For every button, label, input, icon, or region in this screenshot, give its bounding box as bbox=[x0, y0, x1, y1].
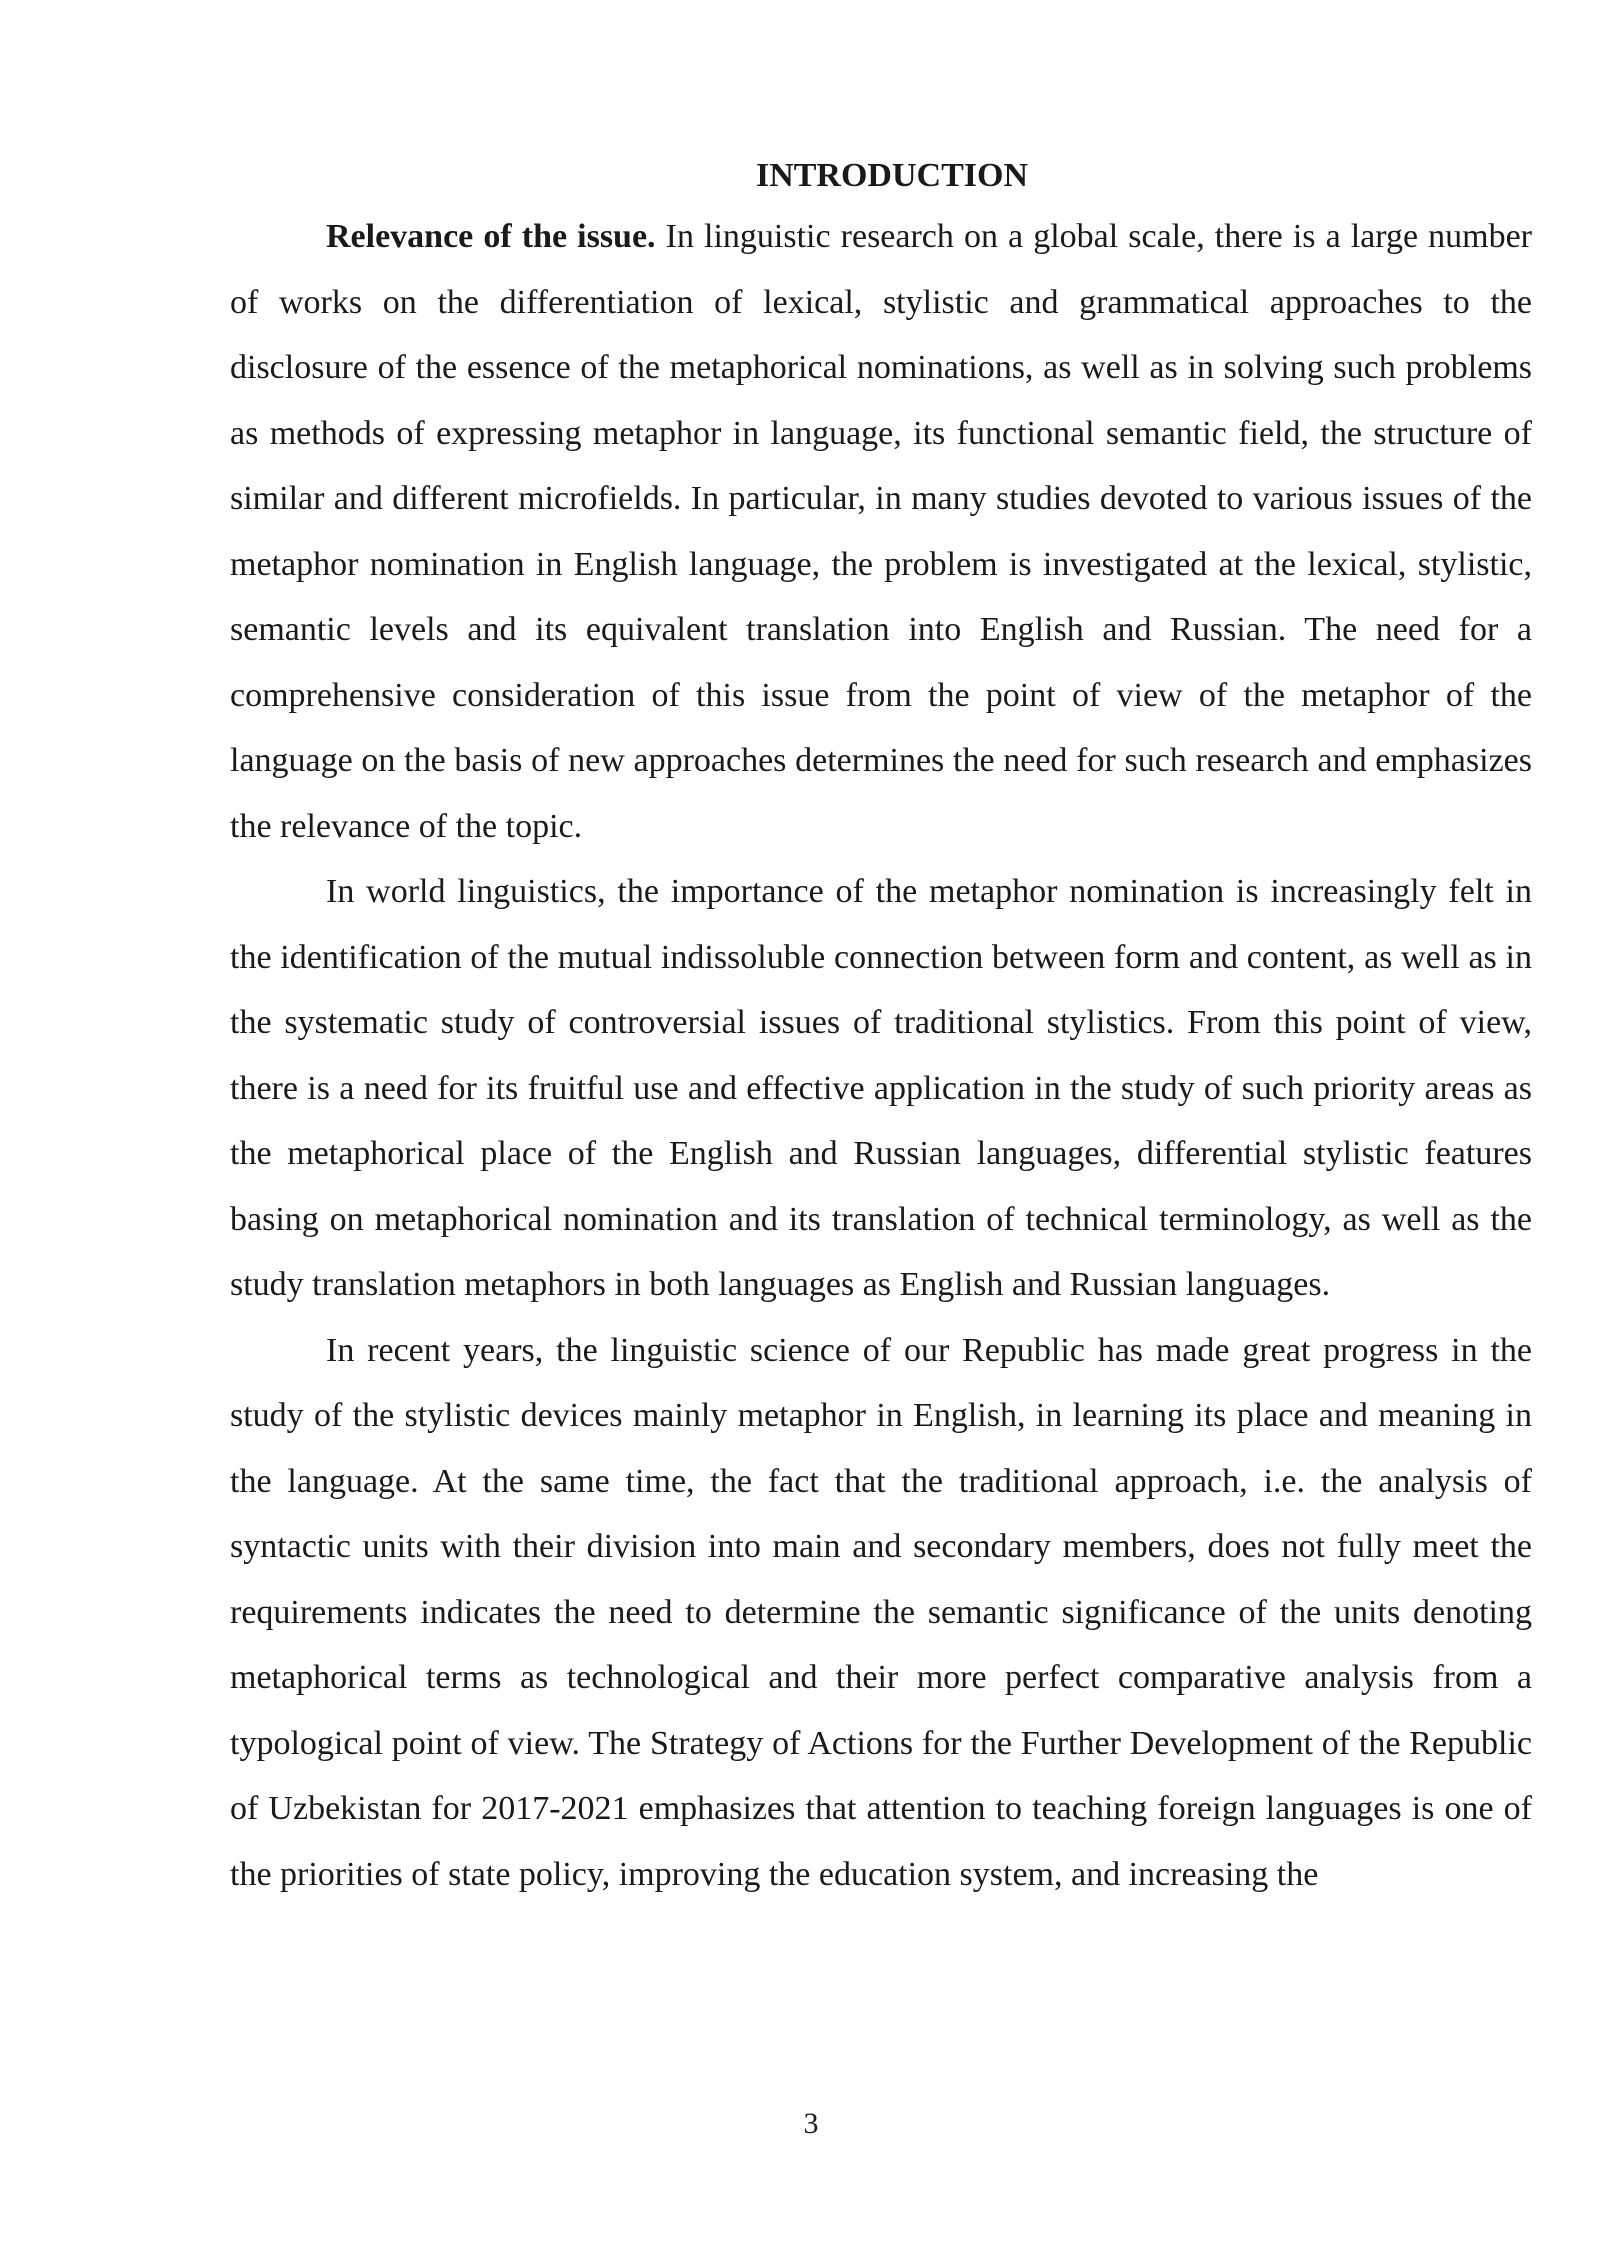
paragraph-relevance bbox=[230, 204, 1532, 859]
paragraph-recent-years bbox=[230, 1318, 1532, 1908]
page-number: 3 bbox=[803, 2107, 819, 2140]
paragraph-world-linguistics bbox=[230, 859, 1532, 1318]
paragraph-text: In world linguistics, the importance of the metaphor nomination is increasingly felt in the identification of the mutual indissoluble connection between form and content, as well as in the systematic study of controversial issues of traditional stylistics. From this point of view, there is a need for its fruitful use and effective application in the study of such priority areas as the metaphorical place of the English and Russian languages, differential stylistic features basing on metaphorical nomination and its translation of technical terminology, as well as the study translation metaphors in both languages as English and Russian languages. bbox=[230, 873, 1532, 1303]
section-title: INTRODUCTION bbox=[755, 157, 1029, 194]
document-body bbox=[230, 148, 1532, 1907]
paragraph-text: In recent years, the linguistic science of our Republic has made great progress in the study of the stylistic devices mainly metaphor in English, in learning its place and meaning in the language. At the same time, the fact that the traditional approach, i.e. the analysis of syntactic units with their division into main and secondary members, does not fully meet the requirements indicates the need to determine the semantic significance of the units denoting metaphorical terms as technological and their more perfect comparative analysis from a typological point of view. The Strategy of Actions for the Further Development of the Republic of Uzbekistan for 2017-2021 emphasizes that attention to teaching foreign languages is one of the priorities of state policy, improving the education system, and increasing the bbox=[230, 1331, 1532, 1893]
paragraph-lead: Relevance of the issue. bbox=[326, 218, 656, 255]
paragraph-text: In linguistic research on a global scale, there is a large number of works on the differentiation of lexical, stylistic and grammatical approaches to the disclosure of the essence of the metaphorical nominations, as well as in solving such problems as methods of expressing metaphor in language, its functional semantic field, the structure of similar and different microfields. In particular, in many studies devoted to various issues of the metaphor nomination in English language, the problem is investigated at the lexical, stylistic, semantic levels and its equivalent translation into English and Russian. The need for a comprehensive consideration of this issue from the point of view of the metaphor of the language on the basis of new approaches determines the need for such research and emphasizes the relevance of the topic. bbox=[230, 218, 1533, 845]
